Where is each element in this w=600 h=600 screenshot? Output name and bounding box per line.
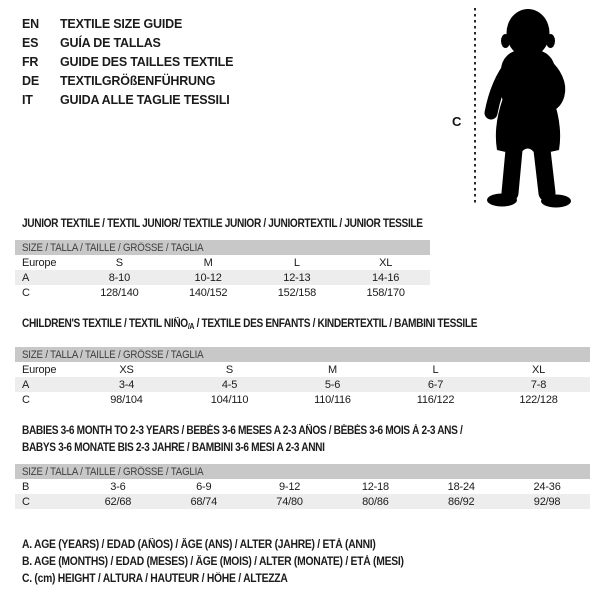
language-row-it (22, 90, 233, 109)
value-cell: 140/152 (188, 286, 228, 299)
row-label: C (22, 286, 30, 299)
value-cell: 98/104 (110, 393, 143, 406)
table-row (15, 270, 430, 285)
language-label: TEXTILGRÖßENFÜHRUNG (60, 73, 216, 88)
junior-table-title: JUNIOR TEXTILE / TEXTIL JUNIOR/ TEXTILE JUNIOR / JUNIORTEXTIL / JUNIOR TESSILE (22, 218, 423, 230)
value-cell: 158/170 (366, 286, 405, 299)
note-age-months: B. AGE (MONTHS) / EDAD (MESES) / ÂGE (MOIS) / ALTER (MONATE) / ETÀ (MESI) (22, 555, 404, 568)
size-cell: L (293, 256, 300, 269)
table-row (15, 377, 590, 392)
value-cell: 116/122 (416, 393, 455, 406)
value-cell: 104/110 (210, 393, 249, 406)
row-label: C (22, 393, 30, 406)
size-cell: M (203, 256, 213, 269)
legend-notes (22, 536, 446, 587)
value-cell: 86/92 (447, 495, 475, 508)
children-title-post: / TEXTILE DES ENFANTS / KINDERTEXTIL / BAMBINI TESSILE (194, 318, 478, 330)
children-title-pre: CHILDREN'S TEXTILE / TEXTIL NIÑO (22, 318, 188, 330)
value-cell: 3-4 (118, 378, 135, 391)
row-label: A (22, 378, 30, 391)
value-cell: 6-9 (196, 480, 212, 493)
baby-figure (450, 0, 595, 214)
language-label: GUIDA ALLE TAGLIE TESSILI (60, 92, 230, 107)
language-row-de (22, 71, 233, 90)
baby-silhouette-icon (487, 9, 571, 208)
value-cell: 24-36 (533, 480, 561, 493)
language-code: FR (22, 54, 39, 69)
language-row-en (22, 14, 233, 33)
language-code: DE (22, 73, 39, 88)
babies-title-line2: BABYS 3-6 MONATE BIS 2-3 JAHRE / BAMBINI 3-6 MESI A 2-3 ANNI (22, 441, 325, 454)
table-size-header (15, 347, 590, 362)
value-cell: 122/128 (519, 393, 558, 406)
language-row-es (22, 33, 233, 52)
value-cell: 152/158 (277, 286, 317, 299)
size-cell: XS (119, 363, 134, 376)
size-cell: XL (531, 363, 546, 376)
value-cell: 92/98 (533, 495, 561, 508)
value-cell: 3-6 (110, 480, 126, 493)
children-table (15, 347, 590, 407)
language-label: GUIDE DES TAILLES TEXTILE (60, 54, 234, 69)
row-label: A (22, 271, 30, 284)
value-cell: 14-16 (372, 271, 400, 284)
language-code: EN (22, 16, 39, 31)
language-code: IT (22, 92, 33, 107)
language-label: GUÍA DE TALLAS (60, 35, 161, 50)
value-cell: 12-18 (361, 480, 389, 493)
value-cell: 7-8 (530, 378, 547, 391)
value-cell: 18-24 (447, 480, 475, 493)
table-size-header (15, 464, 590, 479)
table-row (15, 392, 590, 407)
value-cell: 128/140 (100, 286, 139, 299)
language-list (22, 14, 233, 109)
table-row (15, 479, 590, 494)
row-label: B (22, 480, 30, 493)
size-header-label: SIZE / TALLA / TAILLE / GRÖSSE / TAGLIA (22, 241, 204, 254)
table-row (15, 362, 590, 377)
size-cell: M (328, 363, 337, 376)
note-age-years: A. AGE (YEARS) / EDAD (AÑOS) / ÂGE (ANS) / ALTER (JAHRE) / ETÀ (ANNI) (22, 538, 376, 551)
value-cell: 8-10 (108, 271, 130, 284)
row-label: C (22, 495, 30, 508)
babies-title-line1: BABIES 3-6 MONTH TO 2-3 YEARS / BEBÉS 3-6 MESES A 2-3 AÑOS / BÉBÉS 3-6 MOIS À 2-3 ANS / (22, 425, 463, 437)
size-cell: S (115, 256, 123, 269)
value-cell: 74/80 (276, 495, 303, 508)
value-cell: 4-5 (221, 378, 238, 391)
language-label: TEXTILE SIZE GUIDE (60, 16, 183, 31)
language-code: ES (22, 35, 39, 50)
row-label: Europe (22, 256, 57, 269)
measure-label-c: C (452, 114, 462, 129)
language-row-fr (22, 52, 233, 71)
value-cell: 12-13 (283, 271, 311, 284)
table-size-header (15, 240, 430, 255)
table-row (15, 494, 590, 509)
children-table-title (22, 318, 477, 333)
value-cell: 9-12 (278, 480, 301, 493)
value-cell: 10-12 (194, 271, 222, 284)
value-cell: 5-6 (324, 378, 341, 391)
value-cell: 68/74 (190, 495, 217, 508)
table-row (15, 285, 430, 300)
babies-table-title (22, 423, 462, 456)
size-header-label: SIZE / TALLA / TAILLE / GRÖSSE / TAGLIA (22, 465, 204, 478)
value-cell: 6-7 (427, 378, 444, 391)
size-header-label: SIZE / TALLA / TAILLE / GRÖSSE / TAGLIA (22, 348, 204, 361)
table-row (15, 255, 430, 270)
size-cell: L (432, 363, 439, 376)
value-cell: 80/86 (362, 495, 389, 508)
value-cell: 62/68 (104, 495, 132, 508)
note-height-cm: C. (cm) HEIGHT / ALTURA / HAUTEUR / HÖHE / ALTEZZA (22, 572, 288, 585)
junior-table (15, 240, 430, 300)
row-label: Europe (22, 363, 57, 376)
value-cell: 110/116 (314, 393, 351, 406)
size-cell: XL (379, 256, 393, 269)
size-cell: S (225, 363, 234, 376)
children-title-sub: /A (187, 322, 195, 331)
babies-table (15, 464, 590, 509)
